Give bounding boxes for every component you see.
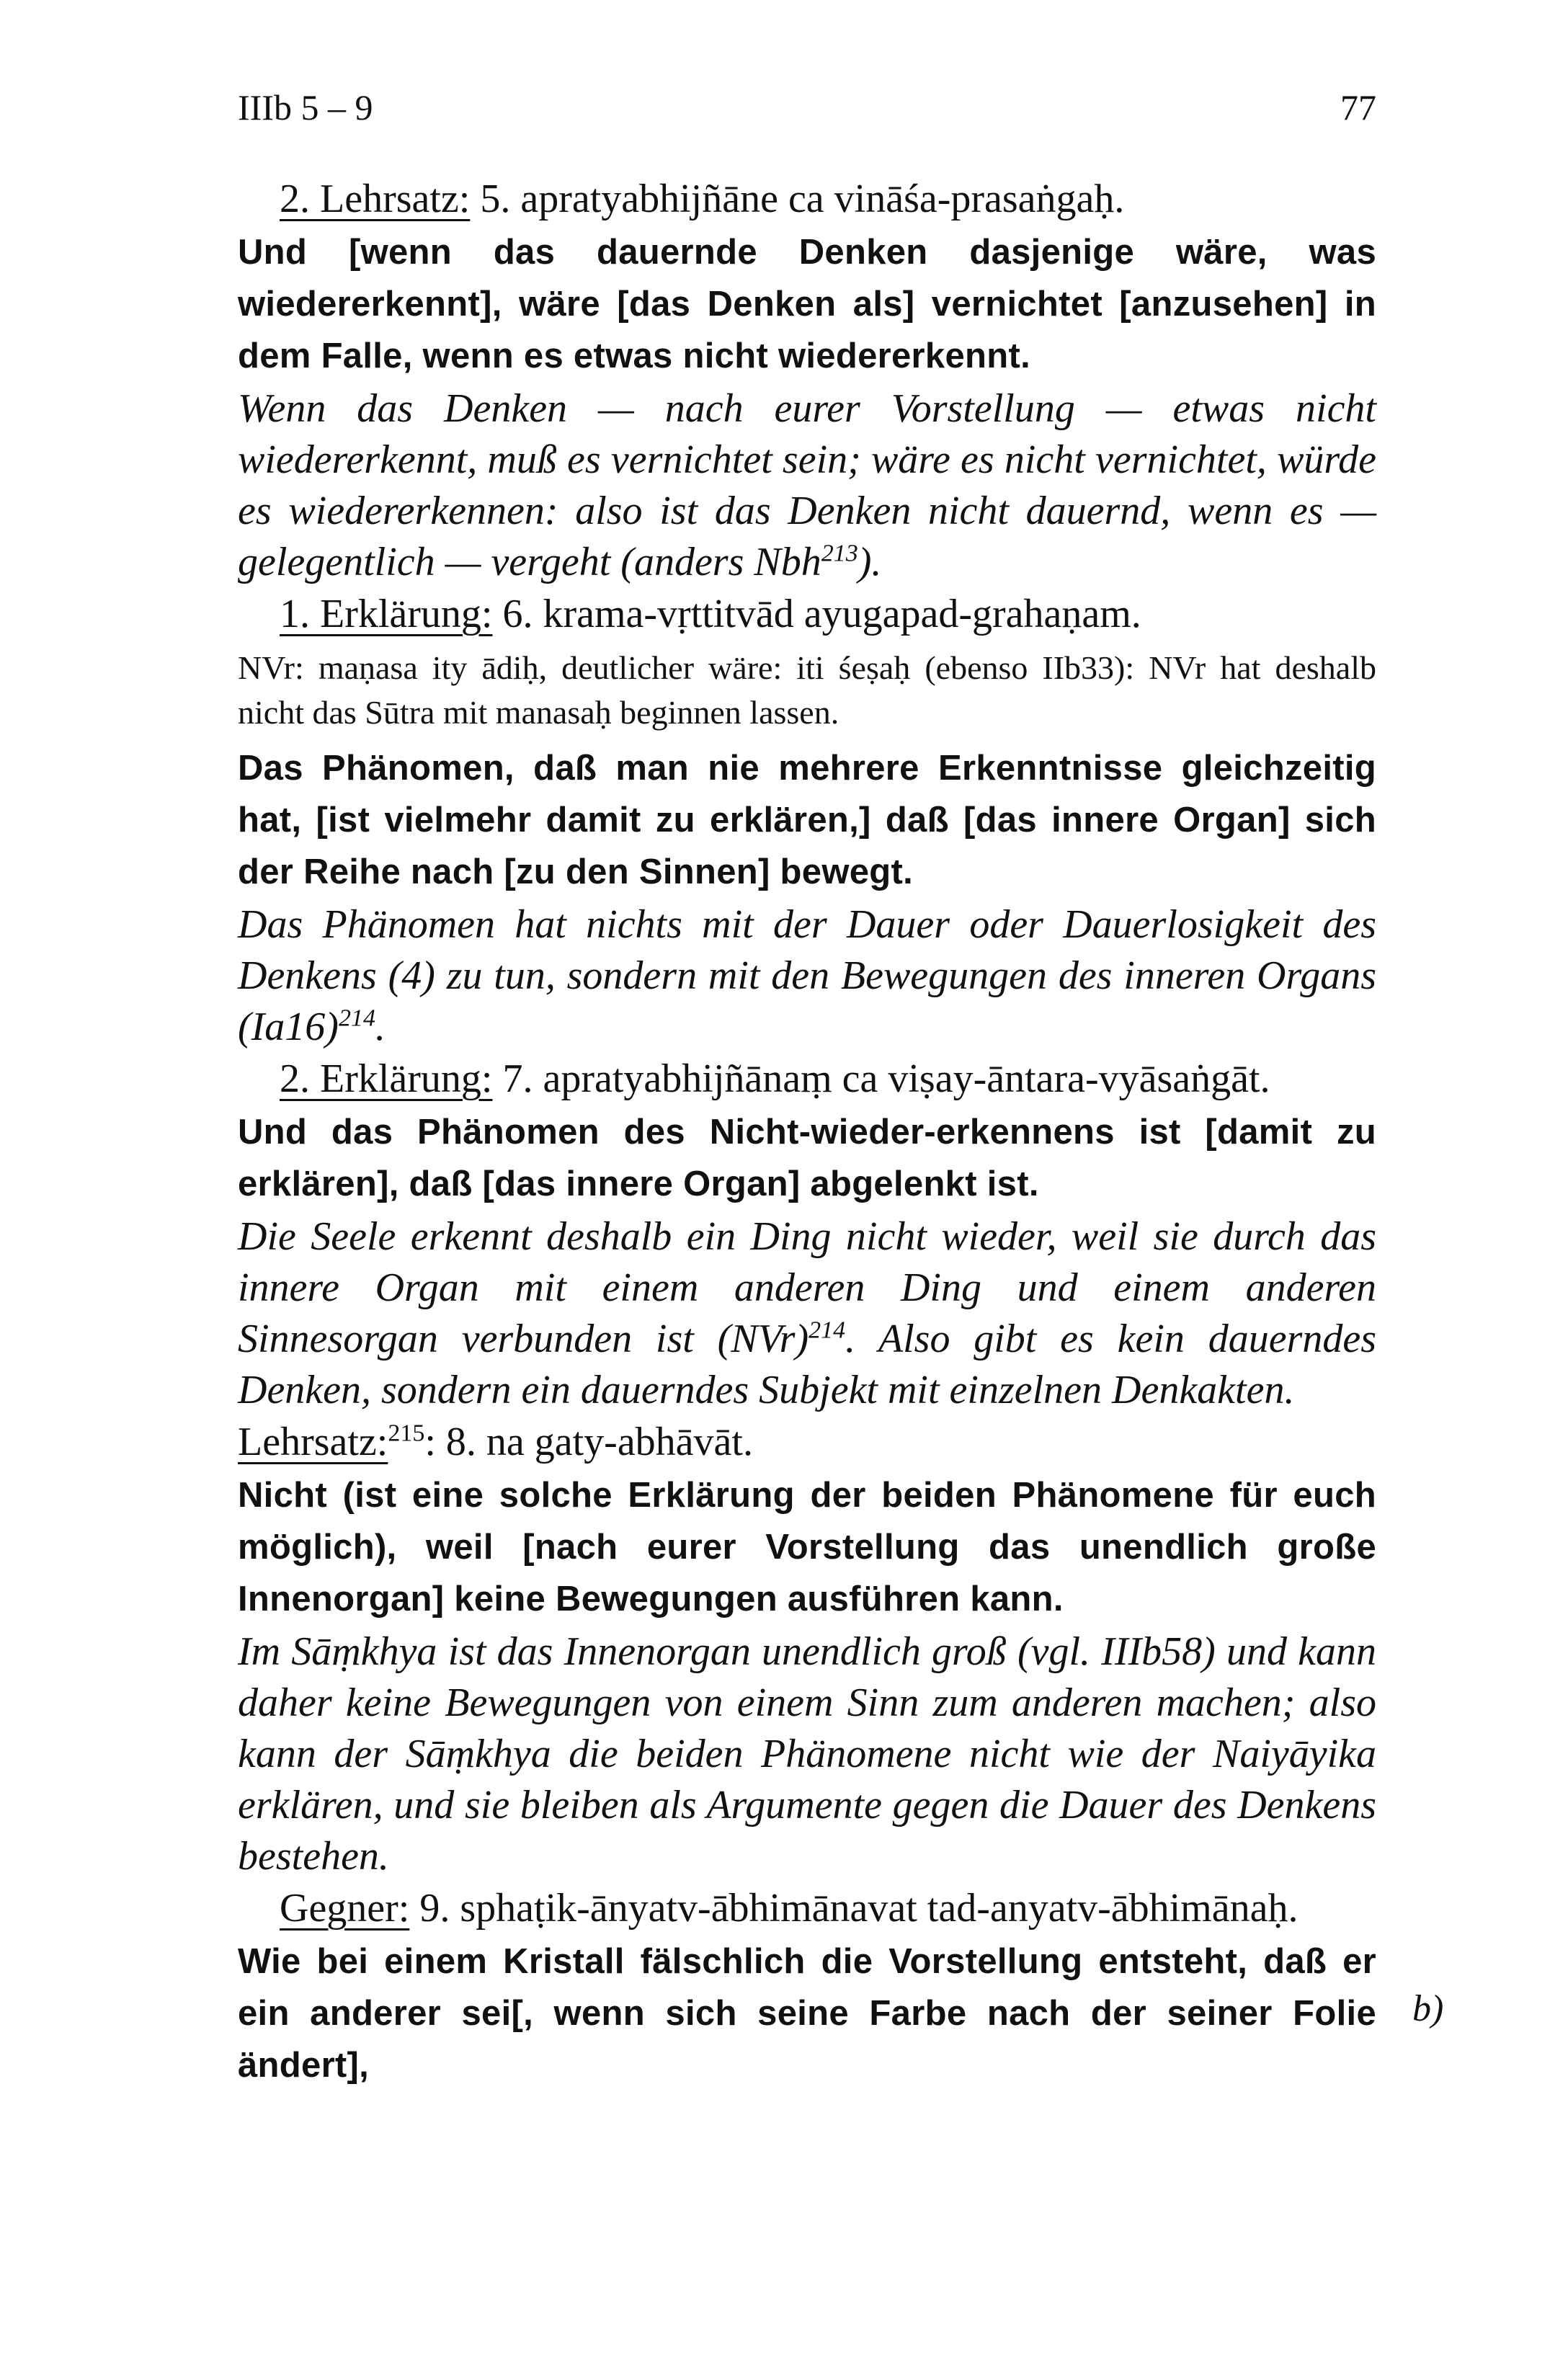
sutra-7-text: 7. apratyabhijñānaṃ ca viṣay-āntara-vyāsaṅgāt. (492, 1056, 1270, 1101)
footnote-ref-214b: 214 (808, 1317, 846, 1344)
translation-7: Und das Phänomen des Nicht-wieder-erkennens ist [damit zu erklären], daß [das innere Organ] abgelenkt ist. (238, 1113, 1376, 1203)
sutra-9 (238, 1882, 1376, 1934)
commentary-7-tail: . Also gibt es kein dauerndes Denken, sondern ein dauerndes Subjekt mit einzelnen Denkakten. (238, 1317, 1376, 1412)
commentary-5-text: Wenn das Denken — nach eurer Vorstellung — etwas nicht wiedererkennt, muß es vernichtet sein; wäre es nicht vernichtet, würde es wiedererkennen: also ist das Denken nicht dauernd, wenn es — gelegentlich — vergeht (anders Nbh (238, 386, 1376, 584)
commentary-7-text: Die Seele erkennt deshalb ein Ding nicht wieder, weil sie durch das innere Organ mit einem anderen Ding und einem anderen Sinnesorgan verbunden ist (NVr) (238, 1214, 1376, 1361)
sutra-5 (238, 173, 1376, 225)
running-header (238, 86, 1376, 128)
sutra-9-text: 9. sphaṭik-ānyatv-ābhimānavat tad-anyatv-ābhimānaḥ. (409, 1886, 1298, 1931)
commentary-6-text: Das Phänomen hat nichts mit der Dauer oder Dauerlosigkeit des Denkens (4) zu tun, sondern mit den Bewegungen des inneren Organs (Ia16) (238, 902, 1376, 1049)
commentary-5 (238, 383, 1376, 588)
translation-5: Und [wenn das dauernde Denken dasjenige wäre, was wiedererkennt], wäre [das Denken als] vernichtet [anzusehen] in dem Falle, wenn es etwas nicht wiedererkennt. (238, 233, 1376, 375)
commentary-6-tail: . (375, 1005, 386, 1049)
translation-9: Wie bei einem Kristall fälschlich die Vorstellung entsteht, daß er ein anderer sei[, wenn sich seine Farbe nach der seiner Folie ändert], (238, 1942, 1376, 2085)
sutra-6-text: 6. krama-vṛttitvād ayugapad-grahaṇam. (492, 592, 1141, 636)
sutra-8-text: : 8. na gaty-abhāvāt. (424, 1420, 753, 1464)
sutra-8-label: Lehrsatz: (238, 1420, 388, 1464)
sutra-7-label: 2. Erklärung: (280, 1056, 493, 1101)
sutra-7 (238, 1053, 1376, 1105)
sutra-5-text: 5. apratyabhijñāne ca vināśa-prasaṅgaḥ. (470, 177, 1125, 221)
footnote-ref-214a: 214 (338, 1005, 375, 1032)
page-number: 77 (1340, 87, 1376, 128)
commentary-7 (238, 1211, 1376, 1416)
sutra-6 (238, 588, 1376, 640)
sutra-6-label: 1. Erklärung: (280, 592, 493, 636)
sutra-5-label: 2. Lehrsatz: (280, 177, 471, 221)
footnote-ref-213: 213 (821, 540, 858, 567)
translation-8: Nicht (ist eine solche Erklärung der beiden Phänomene für euch möglich), weil [nach eurer Vorstellung das unendlich große Innenorgan] keine Bewegungen ausführen kann. (238, 1476, 1376, 1618)
commentary-5-tail: ). (858, 540, 882, 584)
section-reference: IIIb 5 – 9 (238, 87, 373, 128)
sutra-9-label: Gegner: (280, 1886, 410, 1931)
sutra-8 (238, 1416, 1376, 1468)
commentary-8: Im Sāṃkhya ist das Innenorgan unendlich groß (vgl. IIIb58) und kann daher keine Bewegungen von einem Sinn zum anderen machen; also kann der Sāṃkhya die beiden Phänomene nicht wie der Naiyāyika erklären, und sie bleiben als Argumente gegen die Dauer des Denkens bestehen. (238, 1629, 1376, 1879)
commentary-6 (238, 899, 1376, 1053)
page (238, 86, 1376, 2091)
margin-note: b) (1412, 1988, 1444, 2029)
nvr-note: NVr: maṇasa ity ādiḥ, deutlicher wäre: iti śeṣaḥ (ebenso IIb33): NVr hat deshalb nicht das Sūtra mit manasaḥ beginnen lassen. (238, 649, 1376, 731)
footnote-ref-215: 215 (388, 1420, 425, 1447)
translation-6: Das Phänomen, daß man nie mehrere Erkenntnisse gleichzeitig hat, [ist vielmehr damit zu erklären,] daß [das innere Organ] sich der Reihe nach [zu den Sinnen] bewegt. (238, 749, 1376, 891)
